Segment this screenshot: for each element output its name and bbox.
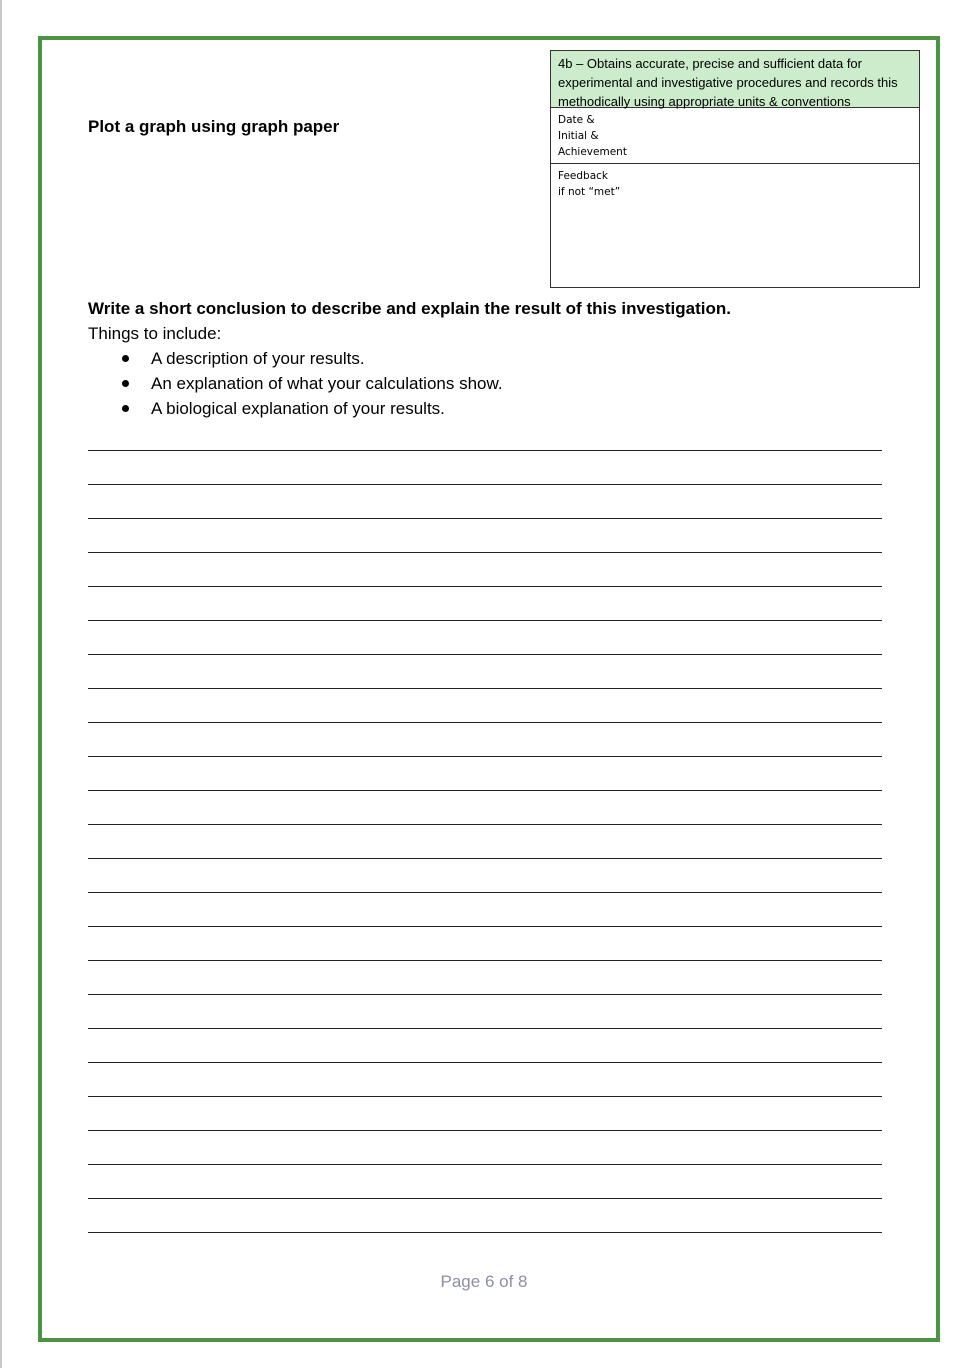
answer-line[interactable] [88,620,882,621]
criteria-table [550,50,920,288]
bullet-text: A biological explanation of your results. [151,399,445,418]
answer-line[interactable] [88,450,882,451]
list-item [88,371,731,396]
answer-line[interactable] [88,1062,882,1063]
answer-line[interactable] [88,688,882,689]
date-initial-achievement-cell[interactable] [551,108,919,164]
answer-line[interactable] [88,1198,882,1199]
conclusion-section [88,296,731,421]
date-label: Date & [558,114,595,126]
answer-line[interactable] [88,994,882,995]
bullet-icon [122,380,129,387]
bullet-icon [122,405,129,412]
answer-line[interactable] [88,1232,882,1233]
graph-heading: Plot a graph using graph paper [88,117,340,136]
answer-line[interactable] [88,484,882,485]
answer-line[interactable] [88,654,882,655]
answer-line[interactable] [88,1028,882,1029]
bullet-text: An explanation of what your calculations show. [151,374,503,393]
feedback-condition-label: if not “met” [558,186,621,198]
answer-line[interactable] [88,552,882,553]
answer-line[interactable] [88,926,882,927]
answer-line[interactable] [88,892,882,893]
answer-line[interactable] [88,756,882,757]
answer-line[interactable] [88,518,882,519]
answer-line[interactable] [88,1164,882,1165]
achievement-label: Achievement [558,146,627,158]
list-item [88,346,731,371]
conclusion-bullet-list [88,346,731,421]
initial-label: Initial & [558,130,599,142]
answer-line[interactable] [88,1096,882,1097]
answer-line[interactable] [88,722,882,723]
conclusion-intro: Things to include: [88,324,222,343]
answer-line[interactable] [88,790,882,791]
bullet-icon [122,355,129,362]
feedback-cell[interactable] [551,164,919,287]
page-number: Page 6 of 8 [440,1272,528,1291]
answer-line[interactable] [88,1130,882,1131]
viewer-left-edge [0,0,2,1368]
bullet-text: A description of your results. [151,349,365,368]
criteria-header: 4b – Obtains accurate, precise and sufficient data for experimental and investigative procedures and records this methodically using appropriate units & conventions [551,51,919,108]
conclusion-title: Write a short conclusion to describe and explain the result of this investigation. [88,299,731,318]
answer-line[interactable] [88,824,882,825]
list-item [88,396,731,421]
answer-line[interactable] [88,858,882,859]
answer-line[interactable] [88,586,882,587]
feedback-label: Feedback [558,170,609,182]
answer-line[interactable] [88,960,882,961]
